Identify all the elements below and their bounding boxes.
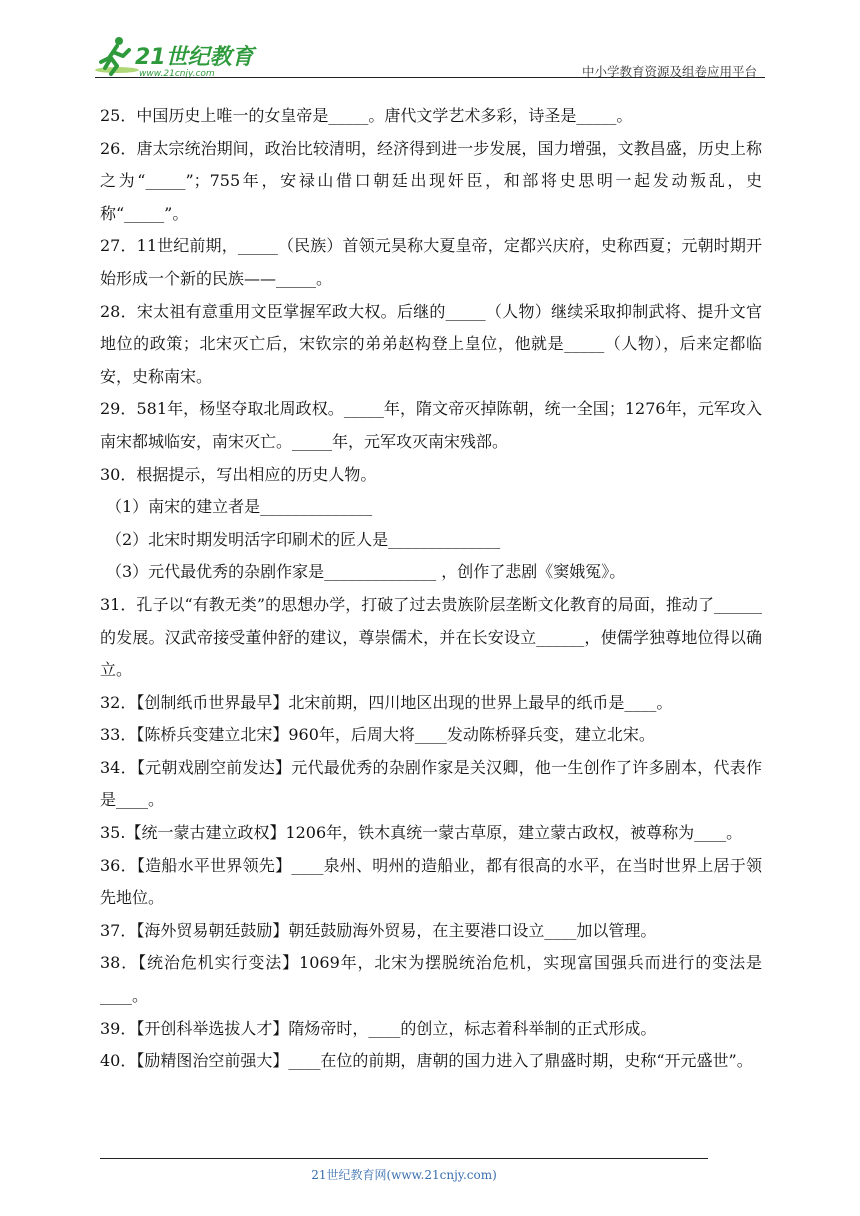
page-header	[95, 30, 765, 80]
question-item: 27．11世纪前期，_____（民族）首领元昊称大夏皇帝，定都兴庆府，史称西夏；元朝时期开始形成一个新的民族——_____。	[100, 236, 762, 288]
question-item: 25．中国历史上唯一的女皇帝是_____。唐代文学艺术多彩，诗圣是_____。	[100, 106, 633, 125]
footer-source: 21世纪教育网(www.21cnjy.com)	[311, 1168, 497, 1182]
sub-question: （3）元代最优秀的杂剧作家是______________ ，创作了悲剧《窦娥冤》。	[106, 562, 626, 582]
site-logo	[95, 34, 265, 78]
platform-name: 中小学教育资源及组卷应用平台	[581, 64, 757, 79]
svg-text:www.21cnjy.com: www.21cnjy.com	[139, 69, 215, 78]
question-item: 35.【统一蒙古建立政权】1206年，铁木真统一蒙古草原，建立蒙古政权，被尊称为____。	[100, 823, 743, 843]
question-item: 28．宋太祖有意重用文臣掌握军政大权。后继的_____（人物）继续采取抑制武将、提升文官地位的政策；北宋灭亡后，宋钦宗的弟弟赵构登上皇位，他就是_____（人物），后来定都临安，史称南宋。	[100, 301, 762, 386]
question-item: 29．581年，杨坚夺取北周政权。_____年，隋文帝灭掉陈朝，统一全国；1276年，元军攻入南宋都城临安，南宋灭亡。_____年，元军攻灭南宋残部。	[100, 399, 762, 451]
question-item: 38．【统治危机实行变法】1069年，北宋为摆脱统治危机，实现富国强兵而进行的变法是____。	[100, 953, 762, 1006]
footer-divider	[100, 1158, 708, 1159]
question-item: 37．【海外贸易朝廷鼓励】朝廷鼓励海外贸易，在主要港口设立____加以管理。	[100, 920, 657, 940]
question-item: 36．【造船水平世界领先】____泉州、明州的造船业，都有很高的水平，在当时世界上居于领先地位。	[100, 855, 762, 908]
header-divider	[95, 77, 765, 78]
runner-logo-icon	[95, 34, 265, 78]
svg-text:21世纪教育: 21世纪教育	[135, 45, 254, 70]
sub-question: （1）南宋的建立者是______________	[106, 497, 373, 517]
question-item: 33．【陈桥兵变建立北宋】960年，后周大将____发动陈桥驿兵变，建立北宋。	[100, 725, 655, 745]
sub-question: （2）北宋时期发明活字印刷术的匠人是______________	[106, 529, 501, 549]
question-item: 32．【创制纸币世界最早】北宋前期，四川地区出现的世界上最早的纸币是____。	[100, 692, 673, 712]
question-item: 30．根据提示，写出相应的历史人物。	[100, 464, 377, 484]
question-item: 31．孔子以“有教无类”的思想办学，打破了过去贵族阶层垄断文化教育的局面，推动了______的发展。汉武帝接受董仲舒的建议，尊崇儒术，并在长安设立______，使儒学独尊地位得以确立。	[100, 594, 762, 680]
question-list	[100, 100, 762, 1078]
question-item: 26．唐太宗统治期间，政治比较清明，经济得到进一步发展，国力增强，文教昌盛，历史上称之为“_____”；755年，安禄山借口朝廷出现奸臣，和部将史思明一起发动叛乱，史称“_____”。	[100, 138, 762, 223]
question-item: 39．【开创科举选拔人才】隋炀帝时，____的创立，标志着科举制的正式形成。	[100, 1018, 657, 1038]
question-item: 34．【元朝戏剧空前发达】元代最优秀的杂剧作家是关汉卿，他一生创作了许多剧本，代表作是____。	[100, 757, 762, 810]
question-item: 40．【励精图治空前强大】____在位的前期，唐朝的国力进入了鼎盛时期，史称“开元盛世”。	[100, 1051, 753, 1071]
